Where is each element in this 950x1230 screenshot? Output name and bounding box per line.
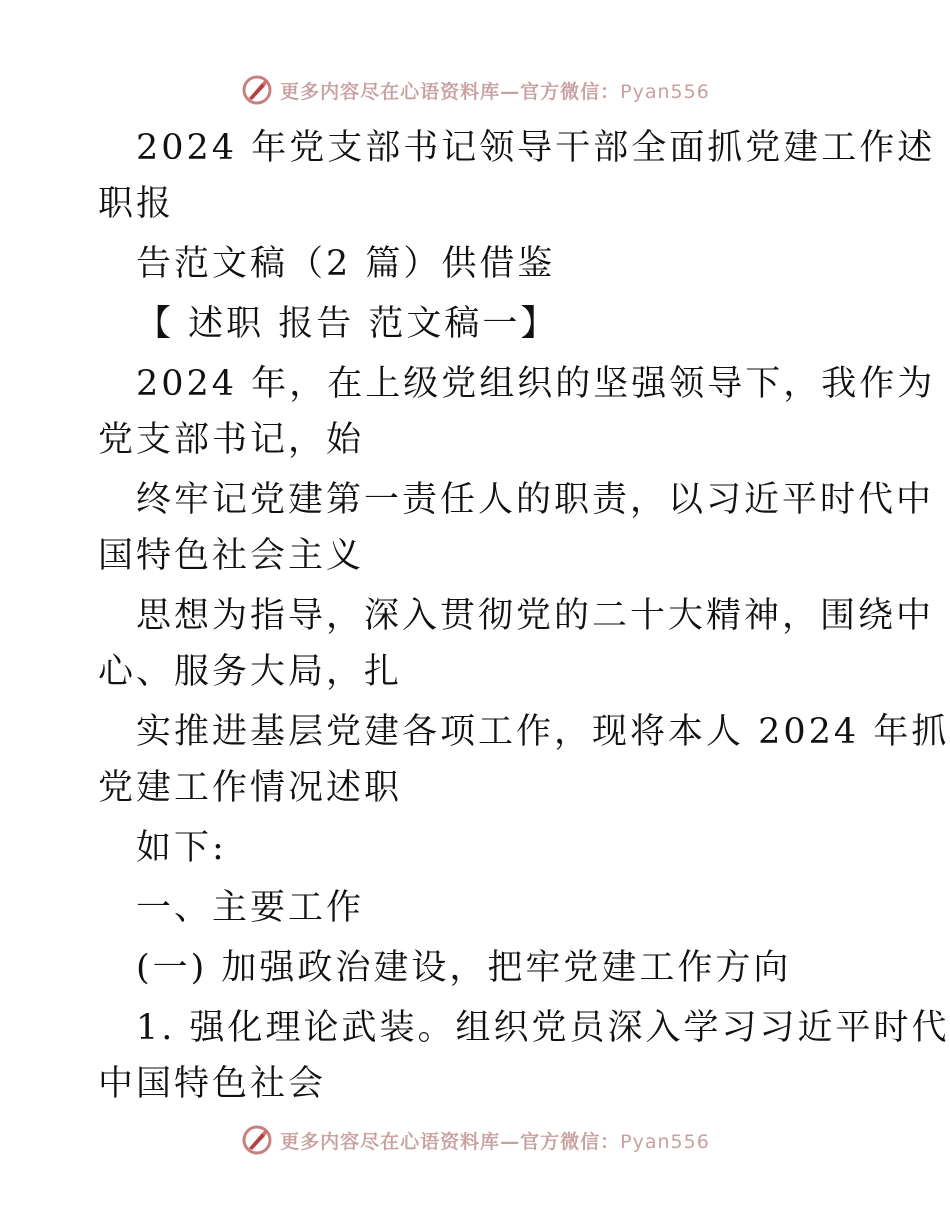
title-line-3: 告范文稿（2 篇）供借鉴 xyxy=(136,244,556,284)
footer-watermark xyxy=(0,1120,950,1160)
paragraph-line: 实推进基层党建各项工作，现将本人 2024 年抓 xyxy=(136,712,950,752)
watermark-wechat: Pyan556 xyxy=(620,80,710,103)
paragraph-line: 终牢记党建第一责任人的职责，以习近平时代中 xyxy=(136,480,935,520)
paragraph-line: 党支部书记，始 xyxy=(98,420,365,460)
watermark-text: 更多内容尽在心语资料库—官方微信：Pyan556 xyxy=(280,1130,710,1153)
paragraph-line: 如下: xyxy=(136,828,227,868)
watermark-wechat: Pyan556 xyxy=(620,1130,710,1153)
subsection-heading: 一、主要工作 xyxy=(136,888,365,928)
paragraph-line: 2024 年，在上级党组织的坚强领导下，我作为 xyxy=(136,364,936,404)
subsection-heading: (一) 加强政治建设，把牢党建工作方向 xyxy=(136,948,792,988)
watermark-text: 更多内容尽在心语资料库—官方微信：Pyan556 xyxy=(280,80,710,103)
section-heading: 【 述职 报告 范文稿一】 xyxy=(136,304,559,344)
paragraph-line: 党建工作情况述职 xyxy=(98,768,403,808)
pen-in-circle-icon xyxy=(240,1123,274,1157)
paragraph-line: 中国特色社会 xyxy=(98,1064,327,1104)
pen-in-circle-icon xyxy=(240,73,274,107)
document-body xyxy=(98,120,950,1112)
paragraph-line: 国特色社会主义 xyxy=(98,536,365,576)
header-watermark xyxy=(0,70,950,110)
paragraph-line: 思想为指导，深入贯彻党的二十大精神，围绕中 xyxy=(136,596,935,636)
title-line-1: 2024 年党支部书记领导干部全面抓党建工作述 xyxy=(136,128,936,168)
paragraph-line: 心、服务大局，扎 xyxy=(98,652,403,692)
paragraph-line: 1. 强化理论武装。组织党员深入学习习近平时代 xyxy=(136,1008,950,1048)
title-line-2: 职报 xyxy=(98,184,175,224)
